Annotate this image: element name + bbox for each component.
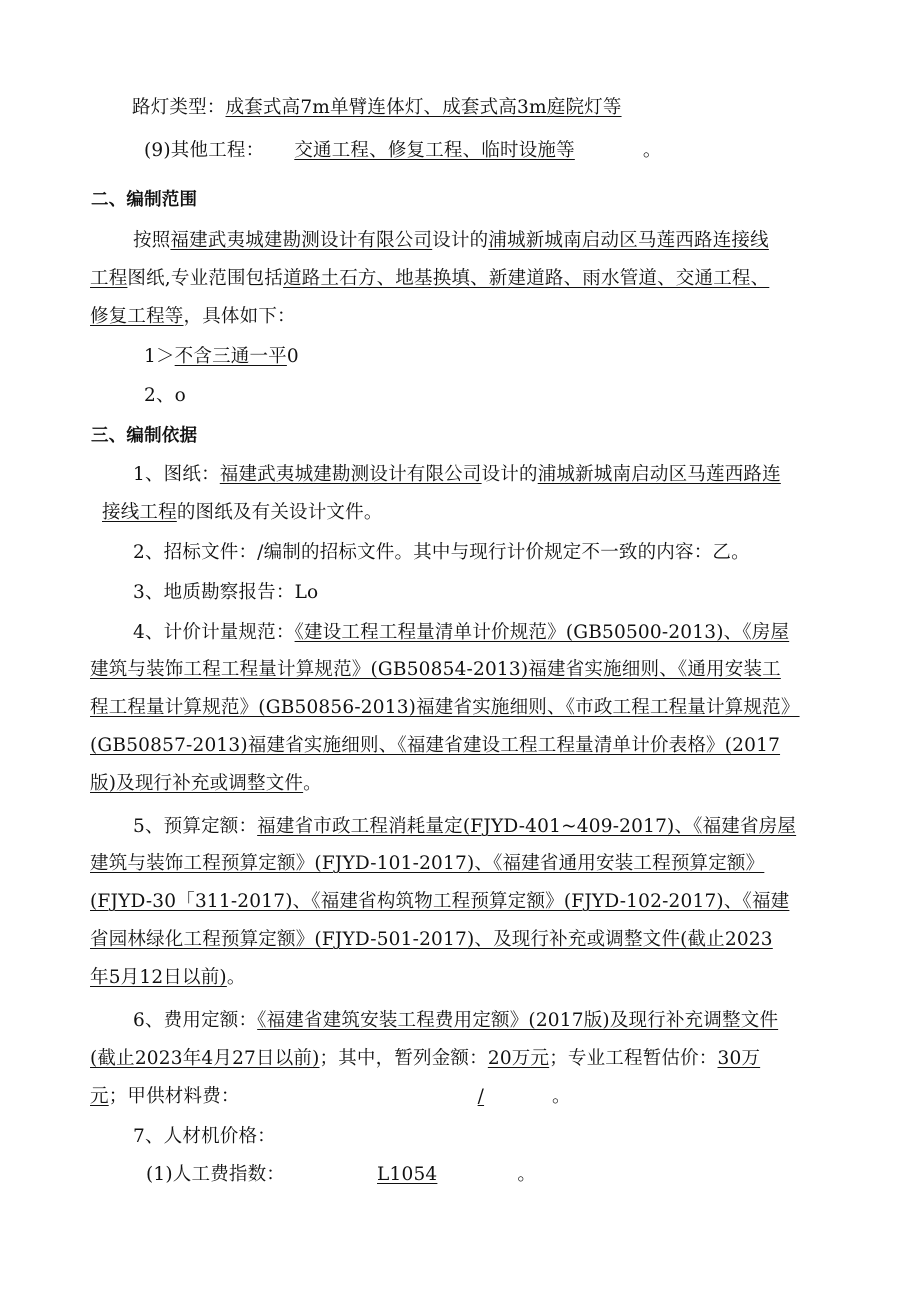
- basis-5-line5: [90, 966, 835, 990]
- text: ，具体如下：: [183, 306, 296, 327]
- basis-text: 福建省市政工程消耗量定(FJYD-401~409-2017)、《福建省房屋: [257, 816, 797, 837]
- supply-amount: /: [477, 1086, 485, 1107]
- section2-heading: 二、编制范围: [91, 190, 198, 210]
- scope-a: 道路土石方、地基换填、新建道路、雨水管道、交通工程、: [283, 268, 770, 289]
- basis-text: (GB50857-2013)福建省实施细则、《福建省建设工程工程量清单计价表格》(2017: [90, 735, 781, 756]
- text: 。: [303, 773, 322, 794]
- item-end: 0: [286, 346, 299, 367]
- labor-index-value: L1054: [377, 1164, 438, 1185]
- basis-text: 年5月12日以前): [90, 967, 227, 988]
- lamp-type-line: [132, 96, 877, 120]
- text: 按照: [133, 230, 171, 251]
- other-works-value: 交通工程、修复工程、临时设施等: [294, 140, 575, 161]
- section2-p1-line2: [90, 267, 835, 291]
- text: 。: [226, 967, 246, 988]
- text: 。: [517, 1164, 537, 1185]
- text: 设计的: [481, 464, 538, 485]
- project-name-b: 接线工程: [102, 502, 177, 523]
- basis-5-line3: [90, 890, 835, 914]
- lamp-type-label: 路灯类型：: [132, 97, 226, 118]
- basis-text: 版)及现行补充或调整文件: [90, 773, 304, 794]
- lamp-type-value: 成套式高7m单臂连体灯、成套式高3m庭院灯等: [225, 97, 622, 118]
- basis-4-line1: [133, 621, 878, 645]
- labor-index-label: (1)人工费指数：: [146, 1164, 286, 1185]
- text: 。: [552, 1086, 571, 1107]
- estimate-amount-unit: 元: [90, 1086, 109, 1107]
- labor-index-line: [146, 1163, 891, 1187]
- basis-text: 程工程量计算规范》(GB50856-2013)福建省实施细则、《市政工程工程量计算规范》: [90, 697, 800, 718]
- basis-text: 建筑与装饰工程工程量计算规范》(GB50854-2013)福建省实施细则、《通用安装工: [90, 659, 781, 680]
- item-text: 不含三通一平: [174, 346, 287, 367]
- section2-p1-line1: [133, 229, 878, 253]
- item-number: 2、: [144, 385, 175, 406]
- scope-item-2: [144, 384, 889, 408]
- basis-4-line2: [90, 658, 835, 682]
- designer-name: 福建武夷城建勘测设计有限公司: [170, 230, 433, 251]
- project-name-b: 工程: [90, 268, 128, 289]
- basis-text: 建筑与装饰工程预算定额》(FJYD-101-2017)、《福建省通用安装工程预算定额》: [90, 853, 765, 874]
- text: 设计的: [432, 230, 489, 251]
- basis-5-line4: [90, 928, 835, 952]
- basis-text: 《建设工程工程量清单计价规范》(GB50500-2013)、《房屋: [294, 622, 790, 643]
- basis-2: 2、招标文件：/编制的招标文件。其中与现行计价规定不一致的内容：乙。: [133, 542, 750, 563]
- text: ；其中，暂列金额：: [319, 1048, 488, 1069]
- basis-3: 3、地质勘察报告：Lo: [133, 582, 319, 603]
- project-name-a: 浦城新城南启动区马莲西路连接线: [488, 230, 769, 251]
- section2-p1-line3: [90, 305, 835, 329]
- basis-6-line2: [90, 1047, 835, 1071]
- basis-4-line5: [90, 772, 835, 796]
- scope-b: 修复工程等: [90, 306, 184, 327]
- text: ；专业工程暂估价：: [549, 1048, 718, 1069]
- basis-1-line2: [102, 501, 847, 525]
- basis-label: 6、费用定额：: [133, 1010, 258, 1031]
- other-works-end: 。: [642, 140, 662, 161]
- text: 的图纸及有关设计文件。: [176, 502, 383, 523]
- section3-heading: 三、编制依据: [91, 426, 198, 446]
- text: ；甲供材料费：: [108, 1086, 240, 1107]
- basis-label: 5、预算定额：: [133, 816, 258, 837]
- other-works-label: (9)其他工程：: [144, 140, 265, 161]
- item-text: o: [174, 385, 187, 406]
- scope-item-1: [144, 345, 889, 369]
- basis-5-line2: [90, 852, 835, 876]
- basis-7: 7、人材机价格：: [133, 1126, 276, 1147]
- basis-6-line1: [133, 1009, 878, 1033]
- basis-text: (截止2023年4月27日以前): [90, 1048, 320, 1069]
- project-name-a: 浦城新城南启动区马莲西路连: [537, 464, 781, 485]
- basis-4-line3: [90, 696, 835, 720]
- basis-4-line4: [90, 734, 835, 758]
- basis-text: 《福建省建筑安装工程费用定额》(2017版)及现行补充调整文件: [257, 1010, 779, 1031]
- basis-text: (FJYD-30「311-2017)、《福建省构筑物工程预算定额》(FJYD-102-2017)、《福建: [90, 891, 790, 912]
- item-number: 1＞: [144, 346, 175, 367]
- basis-text: 省园林绿化工程预算定额》(FJYD-501-2017)、及现行补充或调整文件(截止2023: [90, 929, 773, 950]
- estimate-amount: 30万: [717, 1048, 761, 1069]
- basis-1-line1: [133, 463, 878, 487]
- basis-5-line1: [133, 815, 878, 839]
- basis-label: 1、图纸：: [133, 464, 220, 485]
- other-works-line: [144, 139, 889, 163]
- basis-label: 4、计价计量规范：: [133, 622, 295, 643]
- provisional-amount: 20万元: [487, 1048, 550, 1069]
- basis-6-line3: [90, 1085, 835, 1109]
- text: 图纸,专业范围包括: [127, 268, 284, 289]
- designer-name: 福建武夷城建勘测设计有限公司: [219, 464, 482, 485]
